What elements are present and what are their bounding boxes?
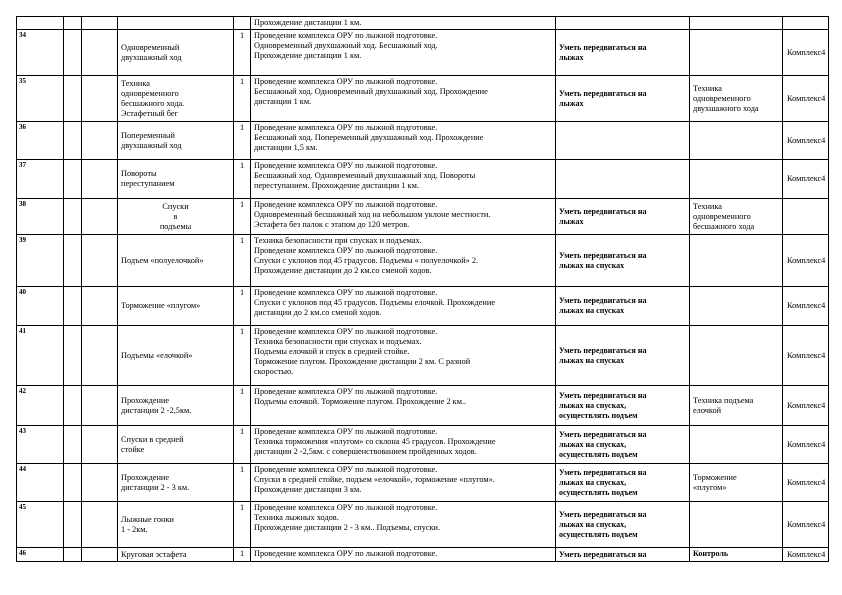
extra-line: елочкой xyxy=(693,405,722,415)
hours-value: 1 xyxy=(240,427,245,436)
cell-extra xyxy=(690,235,783,287)
requirement-line: лыжах на спусках xyxy=(559,260,625,270)
extra-line: Техника xyxy=(693,201,722,211)
cell-requirement xyxy=(556,386,690,426)
topic-line: одновременного xyxy=(121,88,179,98)
cell-blank-a xyxy=(64,548,82,562)
topic-line: Одновременный xyxy=(121,42,180,52)
requirement-line: Уметь передвигаться на xyxy=(559,206,647,216)
hours-value: 1 xyxy=(240,288,245,297)
cell-extra xyxy=(690,122,783,160)
row-number: 37 xyxy=(19,161,26,169)
cell-extra xyxy=(690,326,783,386)
topic-line: Попеременный xyxy=(121,130,175,140)
cell-blank-a xyxy=(64,326,82,386)
extra-line: двухшажного хода xyxy=(693,103,759,113)
topic-line: Круговая эстафета xyxy=(121,549,187,559)
content-line: Прохождение дистанции до 2 км.со сменой ходов. xyxy=(254,266,432,275)
cell-blank-a xyxy=(64,235,82,287)
hours-value: 1 xyxy=(240,236,245,245)
requirement-line: осуществлять подъем xyxy=(559,487,638,497)
hours-value: 1 xyxy=(240,161,245,170)
cell-control xyxy=(783,426,829,464)
cell-blank-a xyxy=(64,160,82,199)
cell-content xyxy=(251,160,556,199)
topic-line: Подъем «полуелочкой» xyxy=(121,255,204,265)
requirement-line: осуществлять подъем xyxy=(559,410,638,420)
topic-line: бесшажного хода. xyxy=(121,98,185,108)
content-line: Прохождение дистанции 3 км. xyxy=(254,485,362,494)
content-line: Подъемы елочкой. Торможение плугом. Прохождение 2 км.. xyxy=(254,397,467,406)
cell-blank-a xyxy=(64,426,82,464)
cell-content xyxy=(251,464,556,502)
cell-requirement xyxy=(556,17,690,30)
cell-blank-b xyxy=(82,235,118,287)
topic-line: Лыжные гонки xyxy=(121,514,174,524)
content-line: Техника безопасности при спусках и подъемах. xyxy=(254,337,422,346)
requirement-line: лыжах на спусках, xyxy=(559,439,627,449)
table-row xyxy=(17,426,829,464)
topic-line: дистанции 2 -2,5км. xyxy=(121,405,192,415)
cell-num xyxy=(17,502,64,548)
cell-blank-a xyxy=(64,76,82,122)
table-row xyxy=(17,30,829,76)
cell-control xyxy=(783,199,829,235)
cell-num xyxy=(17,548,64,562)
content-line: Проведение комплекса ОРУ по лыжной подготовке. xyxy=(254,123,438,132)
cell-hours xyxy=(234,386,251,426)
cell-blank-a xyxy=(64,502,82,548)
cell-hours xyxy=(234,76,251,122)
table-row xyxy=(17,287,829,326)
cell-requirement xyxy=(556,464,690,502)
row-number: 46 xyxy=(19,549,26,557)
cell-num xyxy=(17,160,64,199)
extra-line: Торможение xyxy=(693,472,737,482)
cell-requirement xyxy=(556,160,690,199)
requirement-line: Уметь передвигаться на xyxy=(559,390,647,400)
hours-value: 1 xyxy=(240,503,245,512)
topic-line: двухшажный ход xyxy=(121,140,182,150)
cell-num xyxy=(17,199,64,235)
cell-control xyxy=(783,160,829,199)
row-number: 40 xyxy=(19,288,26,296)
cell-hours xyxy=(234,30,251,76)
hours-value: 1 xyxy=(240,31,245,40)
row-number: 43 xyxy=(19,427,26,435)
cell-blank-b xyxy=(82,122,118,160)
cell-blank-b xyxy=(82,199,118,235)
table-row xyxy=(17,199,829,235)
requirement-line: осуществлять подъем xyxy=(559,449,638,459)
cell-control xyxy=(783,386,829,426)
cell-num xyxy=(17,287,64,326)
cell-content xyxy=(251,235,556,287)
cell-blank-b xyxy=(82,502,118,548)
control-value: Комплекс4 xyxy=(787,549,826,559)
cell-extra xyxy=(690,464,783,502)
cell-hours xyxy=(234,287,251,326)
hours-value: 1 xyxy=(240,549,245,558)
cell-blank-a xyxy=(64,386,82,426)
cell-blank-b xyxy=(82,426,118,464)
cell-num xyxy=(17,235,64,287)
cell-num xyxy=(17,426,64,464)
table-row xyxy=(17,160,829,199)
content-line: дистанции 1 км. xyxy=(254,97,312,106)
content-line: Одновременный двухшажный ход. Бесшажный ход. xyxy=(254,41,438,50)
row-number: 39 xyxy=(19,236,26,244)
cell-hours xyxy=(234,464,251,502)
cell-blank-a xyxy=(64,17,82,30)
content-line: Спуски с уклонов под 45 градусов. Подъемы елочкой. Прохождение xyxy=(254,298,495,307)
cell-num xyxy=(17,122,64,160)
cell-blank-a xyxy=(64,199,82,235)
table-row xyxy=(17,235,829,287)
cell-num xyxy=(17,386,64,426)
content-line: Проведение комплекса ОРУ по лыжной подготовке. xyxy=(254,77,438,86)
content-line: Прохождение дистанции 2 - 3 км.. Подъемы, спуски. xyxy=(254,523,441,532)
topic-line: подъемы xyxy=(159,221,192,231)
cell-content xyxy=(251,199,556,235)
table-row xyxy=(17,548,829,562)
cell-num xyxy=(17,76,64,122)
cell-topic xyxy=(118,464,234,502)
cell-control xyxy=(783,235,829,287)
content-line: Торможение плугом. Прохождение дистанции 2 км. С разной xyxy=(254,357,471,366)
table-row xyxy=(17,386,829,426)
cell-content xyxy=(251,386,556,426)
control-value: Комплекс4 xyxy=(787,519,826,529)
topic-line: Эстафетный бег xyxy=(121,108,178,118)
cell-extra xyxy=(690,426,783,464)
cell-topic xyxy=(118,160,234,199)
row-number: 42 xyxy=(19,387,26,395)
topic-line: Подъемы «елочкой» xyxy=(121,350,193,360)
cell-extra xyxy=(690,17,783,30)
cell-topic xyxy=(118,386,234,426)
cell-topic xyxy=(118,199,234,235)
requirement-line: лыжах на спусках, xyxy=(559,519,627,529)
cell-requirement xyxy=(556,502,690,548)
cell-requirement xyxy=(556,548,690,562)
cell-blank-b xyxy=(82,160,118,199)
cell-hours xyxy=(234,235,251,287)
control-value: Комплекс4 xyxy=(787,439,826,449)
cell-blank-b xyxy=(82,30,118,76)
requirement-line: лыжах на спусках xyxy=(559,306,625,315)
cell-hours xyxy=(234,326,251,386)
cell-content xyxy=(251,17,556,30)
hours-value: 1 xyxy=(240,387,245,396)
requirement-line: лыжах на спусках, xyxy=(559,477,627,487)
content-line: Бесшажный ход. Одновременный двухшажный ход. Прохождение xyxy=(254,87,488,96)
topic-line: Спуски xyxy=(162,201,189,211)
content-line: Проведение комплекса ОРУ по лыжной подготовке. xyxy=(254,465,438,474)
requirement-line: лыжах на спусках xyxy=(559,355,625,365)
cell-extra xyxy=(690,502,783,548)
cell-num xyxy=(17,326,64,386)
cell-extra xyxy=(690,76,783,122)
cell-hours xyxy=(234,502,251,548)
cell-requirement xyxy=(556,235,690,287)
content-line: Бесшажный ход. Одновременный двухшажный ход. Повороты xyxy=(254,171,476,180)
control-value: Комплекс4 xyxy=(787,135,826,145)
row-number: 35 xyxy=(19,77,26,85)
cell-topic xyxy=(118,30,234,76)
cell-blank-b xyxy=(82,548,118,562)
topic-line: Повороты xyxy=(121,169,157,178)
hours-value: 1 xyxy=(240,123,245,132)
row-number: 34 xyxy=(19,31,26,39)
topic-line: Спуски в средней xyxy=(121,434,184,444)
cell-num xyxy=(17,30,64,76)
cell-content xyxy=(251,502,556,548)
cell-control xyxy=(783,326,829,386)
row-number: 36 xyxy=(19,123,26,131)
topic-line: 1 - 2км. xyxy=(121,524,148,534)
requirement-line: лыжах xyxy=(559,216,584,226)
cell-requirement xyxy=(556,30,690,76)
row-number: 44 xyxy=(19,465,26,473)
requirement-line: Уметь передвигаться на xyxy=(559,549,647,559)
content-line: Спуски в средней стойке, подъем «елочкой», торможение «плугом». xyxy=(254,475,495,484)
content-line: Подъемы елочкой и спуск в средней стойке. xyxy=(254,347,410,356)
cell-hours xyxy=(234,160,251,199)
table-row xyxy=(17,326,829,386)
cell-control xyxy=(783,502,829,548)
cell-extra xyxy=(690,548,783,562)
extra-line: одновременного xyxy=(693,211,751,221)
cell-control xyxy=(783,76,829,122)
cell-hours xyxy=(234,122,251,160)
content-line: Проведение комплекса ОРУ по лыжной подготовке. xyxy=(254,288,438,297)
extra-line: «плугом» xyxy=(693,482,727,492)
cell-extra xyxy=(690,287,783,326)
content-line: дистанции 1,5 км. xyxy=(254,143,318,152)
topic-line: Торможение «плугом» xyxy=(121,301,201,310)
cell-control xyxy=(783,30,829,76)
cell-extra xyxy=(690,386,783,426)
cell-hours xyxy=(234,426,251,464)
cell-topic xyxy=(118,426,234,464)
hours-value: 1 xyxy=(240,465,245,474)
control-value: Комплекс4 xyxy=(787,477,826,487)
cell-num xyxy=(17,464,64,502)
extra-line: Техника подъема xyxy=(693,395,754,405)
cell-control xyxy=(783,548,829,562)
content-line: Техника безопасности при спусках и подъемах. xyxy=(254,236,422,245)
cell-content xyxy=(251,122,556,160)
topic-line: Техника xyxy=(121,78,150,88)
content-line: дистанции до 2 км.со сменой ходов. xyxy=(254,308,382,317)
cell-content xyxy=(251,30,556,76)
table-body xyxy=(17,17,829,562)
hours-value: 1 xyxy=(240,77,245,86)
cell-blank-b xyxy=(82,76,118,122)
content-line: Проведение комплекса ОРУ по лыжной подготовке. xyxy=(254,549,438,558)
requirement-line: лыжах xyxy=(559,52,584,62)
requirement-line: Уметь передвигаться на xyxy=(559,296,647,305)
table-row xyxy=(17,464,829,502)
cell-blank-a xyxy=(64,464,82,502)
extra-line: Техника xyxy=(693,83,722,93)
cell-topic xyxy=(118,326,234,386)
cell-topic xyxy=(118,548,234,562)
cell-content xyxy=(251,287,556,326)
requirement-line: Уметь передвигаться на xyxy=(559,467,647,477)
content-line: переступанием. Прохождение дистанции 1 км. xyxy=(254,181,419,190)
requirement-line: Уметь передвигаться на xyxy=(559,88,647,98)
content-line: Проведение комплекса ОРУ по лыжной подготовке. xyxy=(254,387,438,396)
cell-hours xyxy=(234,17,251,30)
requirement-line: лыжах на спусках, xyxy=(559,400,627,410)
lesson-plan-table xyxy=(16,16,829,562)
table-row-continuation xyxy=(17,17,829,30)
extra-line: бесшажного хода xyxy=(693,221,755,231)
cell-control xyxy=(783,287,829,326)
topic-line: стойке xyxy=(121,444,145,454)
cell-blank-b xyxy=(82,326,118,386)
cell-content xyxy=(251,426,556,464)
cell-blank-b xyxy=(82,386,118,426)
requirement-line: Уметь передвигаться на xyxy=(559,250,647,260)
requirement-line: Уметь передвигаться на xyxy=(559,509,647,519)
cell-requirement xyxy=(556,287,690,326)
cell-control xyxy=(783,17,829,30)
requirement-line: лыжах xyxy=(559,98,584,108)
cell-topic xyxy=(118,287,234,326)
cell-extra xyxy=(690,160,783,199)
cell-topic xyxy=(118,76,234,122)
row-number: 45 xyxy=(19,503,26,511)
control-value: Комплекс4 xyxy=(787,93,826,103)
cell-control xyxy=(783,122,829,160)
content-line: скоростью. xyxy=(254,367,294,376)
requirement-line: Уметь передвигаться на xyxy=(559,345,647,355)
cell-blank-a xyxy=(64,122,82,160)
cell-topic xyxy=(118,502,234,548)
topic-line: в xyxy=(173,211,178,221)
cell-requirement xyxy=(556,122,690,160)
cell-requirement xyxy=(556,199,690,235)
cell-content xyxy=(251,326,556,386)
cell-requirement xyxy=(556,426,690,464)
cell-topic xyxy=(118,235,234,287)
hours-value: 1 xyxy=(240,200,245,209)
control-value: Комплекс4 xyxy=(787,47,826,57)
table-row xyxy=(17,122,829,160)
cell-extra xyxy=(690,30,783,76)
content-line: Техника лыжных ходов. xyxy=(254,513,339,522)
content-line: Спуски с уклонов под 45 градусов. Подъемы « полуелочкой» 2. xyxy=(254,256,479,265)
cell-requirement xyxy=(556,76,690,122)
cell-extra xyxy=(690,199,783,235)
extra-line: одновременного xyxy=(693,93,751,103)
content-line: Прохождение дистанции 1 км. xyxy=(254,18,362,27)
table-row xyxy=(17,502,829,548)
cell-blank-b xyxy=(82,464,118,502)
content-line: Одновременный бесшажный ход на небольшом уклоне местности. xyxy=(254,210,491,219)
control-value: Комплекс4 xyxy=(787,400,826,410)
cell-blank-a xyxy=(64,287,82,326)
content-line: Бесшажный ход. Попеременный двухшажный ход. Прохождение xyxy=(254,133,484,142)
topic-line: Прохождение xyxy=(121,395,170,405)
topic-line: дистанции 2 - 3 км. xyxy=(121,482,190,492)
hours-value: 1 xyxy=(240,327,245,336)
cell-blank-b xyxy=(82,17,118,30)
cell-blank-a xyxy=(64,30,82,76)
cell-content xyxy=(251,548,556,562)
control-value: Комплекс4 xyxy=(787,255,826,265)
topic-line: Прохождение xyxy=(121,472,170,482)
cell-requirement xyxy=(556,326,690,386)
control-value: Комплекс4 xyxy=(787,350,826,360)
table-row xyxy=(17,76,829,122)
cell-control xyxy=(783,464,829,502)
control-value: Комплекс4 xyxy=(787,301,826,310)
control-value: Комплекс4 xyxy=(787,174,826,183)
requirement-line: осуществлять подъем xyxy=(559,529,638,539)
cell-blank-b xyxy=(82,287,118,326)
cell-hours xyxy=(234,548,251,562)
requirement-line: Уметь передвигаться на xyxy=(559,429,647,439)
content-line: Проведение комплекса ОРУ по лыжной подготовке. xyxy=(254,200,438,209)
content-line: Прохождение дистанции 1 км. xyxy=(254,51,362,60)
requirement-line: Уметь передвигаться на xyxy=(559,42,647,52)
content-line: Проведение комплекса ОРУ по лыжной подготовке. xyxy=(254,161,438,170)
content-line: Проведение комплекса ОРУ по лыжной подготовке. xyxy=(254,246,438,255)
content-line: Проведение комплекса ОРУ по лыжной подготовке. xyxy=(254,427,438,436)
topic-line: переступанием xyxy=(121,179,175,188)
cell-content xyxy=(251,76,556,122)
content-line: Проведение комплекса ОРУ по лыжной подготовке. xyxy=(254,327,438,336)
topic-line: двухшажный ход xyxy=(121,52,182,62)
content-line: Техника торможения «плугом» со склона 45 градусов. Прохождение xyxy=(254,437,496,446)
content-line: Проведение комплекса ОРУ по лыжной подготовке. xyxy=(254,503,438,512)
row-number: 38 xyxy=(19,200,26,208)
content-line: Эстафета без палок с этапом до 120 метров. xyxy=(254,220,410,229)
content-line: дистанции 2 -2,5км. с совершенствованием пройденных ходов. xyxy=(254,447,477,456)
row-number: 41 xyxy=(19,327,26,335)
cell-hours xyxy=(234,199,251,235)
cell-topic xyxy=(118,122,234,160)
cell-num xyxy=(17,17,64,30)
extra-line: Контроль xyxy=(693,549,729,558)
content-line: Проведение комплекса ОРУ по лыжной подготовке. xyxy=(254,31,438,40)
cell-topic xyxy=(118,17,234,30)
